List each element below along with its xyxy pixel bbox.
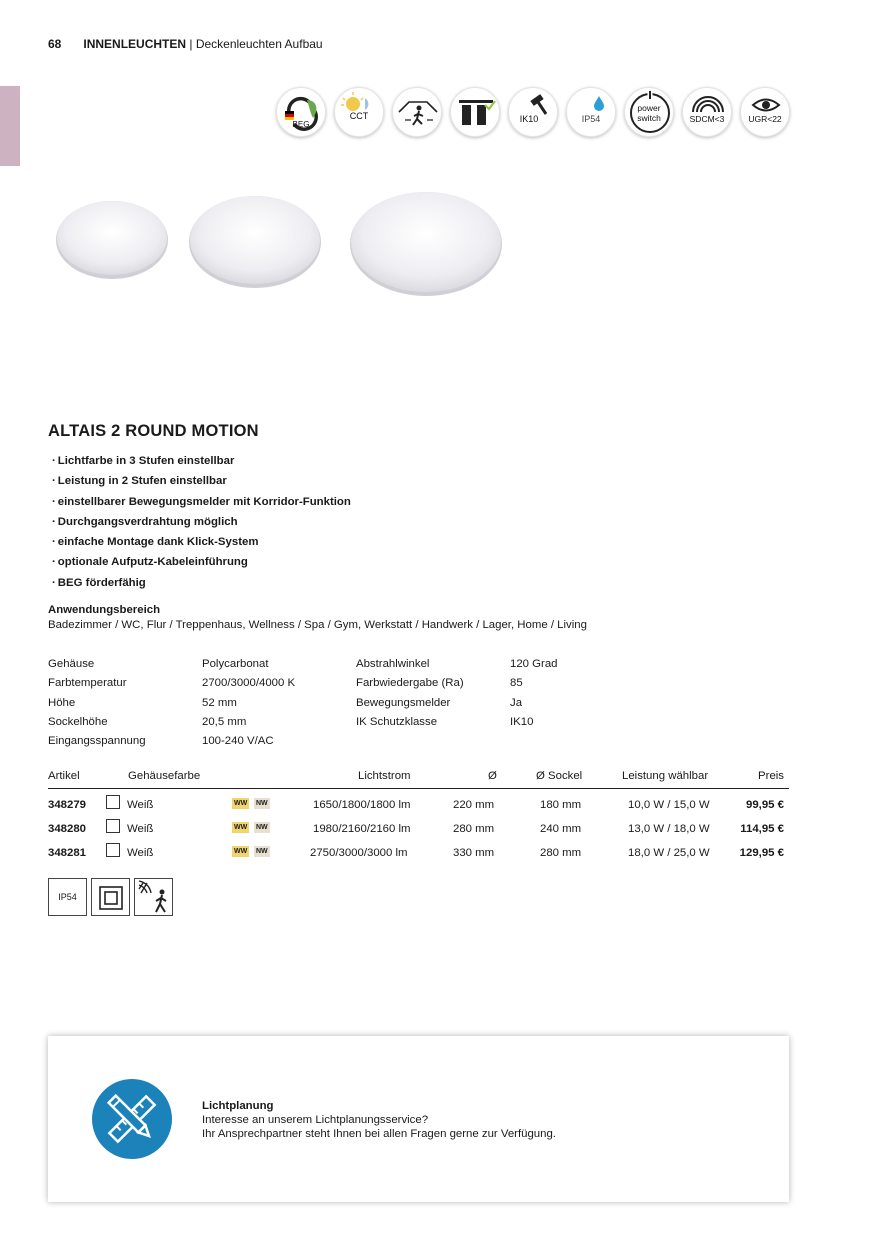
protection-class-2-icon [91, 878, 130, 916]
application-heading: Anwendungsbereich [48, 604, 161, 616]
motion-sensor-icon [134, 878, 173, 916]
price: 129,95 € [739, 847, 784, 859]
col-leistung: Leistung wählbar [622, 770, 709, 782]
lumen: 2750/3000/3000 lm [310, 847, 408, 859]
spec-value: 120 Grad [510, 658, 558, 670]
spec-label: IK Schutzklasse [356, 715, 438, 728]
ww-badge: WW [234, 800, 248, 807]
power: 18,0 W / 25,0 W [628, 847, 710, 859]
feature-item: · BEG förderfähig [52, 575, 351, 595]
feature-icon-row [276, 87, 790, 137]
diameter: 280 mm [453, 823, 495, 835]
diameter: 330 mm [453, 847, 495, 859]
spec-label: Eingangsspannung [48, 735, 146, 748]
spec-label: Farbtemperatur [48, 677, 127, 690]
ip54-drop-icon [566, 87, 616, 137]
color-swatch [106, 843, 120, 857]
header-separator: | [186, 37, 196, 51]
col-sockel: Ø Sockel [536, 770, 583, 782]
page-number: 68 [48, 37, 62, 51]
feature-item: · Durchgangsverdrahtung möglich [52, 514, 351, 534]
page-header [48, 37, 323, 51]
feature-list [52, 453, 351, 595]
table-row [48, 798, 789, 818]
sdcm-label: SDCM<3 [689, 114, 725, 124]
spec-label: Farbwiedergabe (Ra) [356, 677, 464, 690]
base-diameter: 240 mm [540, 823, 582, 835]
housing-color: Weiß [127, 799, 154, 811]
nw-badge: NW [256, 800, 268, 807]
spec-label: Bewegungsmelder [356, 696, 451, 709]
power: 13,0 W / 18,0 W [628, 823, 710, 835]
spec-labels-right [356, 657, 464, 734]
power-switch-icon [624, 87, 674, 137]
table-row [48, 822, 789, 842]
col-preis: Preis [758, 770, 784, 782]
col-artikel: Artikel [48, 770, 80, 782]
spec-label: Höhe [48, 696, 76, 709]
article-table-header [48, 770, 789, 789]
lumen: 1980/2160/2160 lm [313, 823, 411, 835]
ip54-label: IP54 [581, 114, 601, 124]
ww-badge: WW [234, 824, 248, 831]
ugr-label: UGR<22 [748, 114, 782, 124]
base-diameter: 180 mm [540, 799, 582, 811]
lichtplanung-text [202, 1099, 556, 1141]
price: 99,95 € [745, 799, 784, 811]
spec-label: Gehäuse [48, 658, 95, 670]
feature-item: · einfache Montage dank Klick-System [52, 534, 351, 554]
spec-value: 85 [510, 677, 523, 690]
nw-badge: NW [256, 824, 268, 831]
color-swatch [106, 795, 120, 809]
power: 10,0 W / 15,0 W [628, 799, 710, 811]
lichtplanung-line-1: Interesse an unserem Lichtplanungsservice? [202, 1114, 429, 1126]
table-row [48, 846, 789, 866]
spec-label: Abstrahlwinkel [356, 658, 430, 670]
lichtplanung-box [48, 1036, 789, 1202]
spec-value: 100-240 V/AC [202, 735, 274, 748]
spec-values-right [510, 657, 558, 734]
ugr-eye-icon [740, 87, 790, 137]
spec-value: Polycarbonat [202, 658, 269, 670]
section-title: INNENLEUCHTEN [83, 37, 187, 51]
spec-labels-left [48, 657, 146, 753]
sdcm-icon [682, 87, 732, 137]
cct-label: CCT [349, 111, 369, 121]
col-lichtstrom: Lichtstrom [358, 770, 411, 782]
feature-item: · Lichtfarbe in 3 Stufen einstellbar [52, 453, 351, 473]
product-title: ALTAIS 2 ROUND MOTION [48, 422, 259, 440]
lumen: 1650/1800/1800 lm [313, 799, 411, 811]
power-switch-label: power switch [637, 103, 661, 123]
spec-value: 2700/3000/4000 K [202, 677, 296, 690]
housing-color: Weiß [127, 847, 154, 859]
ww-badge: WW [234, 848, 248, 855]
spec-label: Sockelhöhe [48, 715, 108, 728]
certification-icons [48, 878, 173, 916]
application-text: Badezimmer / WC, Flur / Treppenhaus, Wellness / Spa / Gym, Werkstatt / Handwerk / Lager, Home / Living [48, 619, 587, 631]
spec-value: 52 mm [202, 696, 237, 709]
col-durchmesser: Ø [488, 770, 497, 782]
spec-value: 20,5 mm [202, 715, 247, 728]
product-image [50, 185, 510, 305]
feature-item: · optionale Aufputz-Kabeleinführung [52, 554, 351, 574]
diameter: 220 mm [453, 799, 495, 811]
lichtplanung-heading: Lichtplanung [202, 1100, 274, 1112]
spec-value: Ja [510, 696, 523, 709]
spec-values-left [202, 657, 295, 753]
ip54-icon [48, 878, 87, 916]
ik10-hammer-icon [508, 87, 558, 137]
feature-item: · Leistung in 2 Stufen einstellbar [52, 473, 351, 493]
beg-label: BEG [292, 119, 310, 129]
feature-item: · einstellbarer Bewegungsmelder mit Korridor-Funktion [52, 494, 351, 514]
col-farbe: Gehäusefarbe [128, 770, 201, 782]
nw-badge: NW [256, 848, 268, 855]
ik10-label: IK10 [519, 114, 539, 124]
corridor-motion-icon [392, 87, 442, 137]
housing-color: Weiß [127, 823, 154, 835]
article-number: 348279 [48, 799, 87, 811]
price: 114,95 € [740, 823, 784, 835]
spec-value: IK10 [510, 715, 534, 728]
ruler-pencil-icon [92, 1079, 172, 1159]
subsection-title: Deckenleuchten Aufbau [195, 37, 323, 51]
base-diameter: 280 mm [540, 847, 582, 859]
article-number: 348280 [48, 823, 87, 835]
through-wiring-icon [450, 87, 500, 137]
article-number: 348281 [48, 847, 87, 859]
color-swatch [106, 819, 120, 833]
beg-energy-icon [276, 87, 326, 137]
section-color-tab [0, 86, 20, 166]
cct-sun-icon [334, 87, 384, 137]
lichtplanung-line-2: Ihr Ansprechpartner steht Ihnen bei allen Fragen gerne zur Verfügung. [202, 1128, 556, 1140]
ip54-icon-label: IP54 [58, 892, 77, 902]
